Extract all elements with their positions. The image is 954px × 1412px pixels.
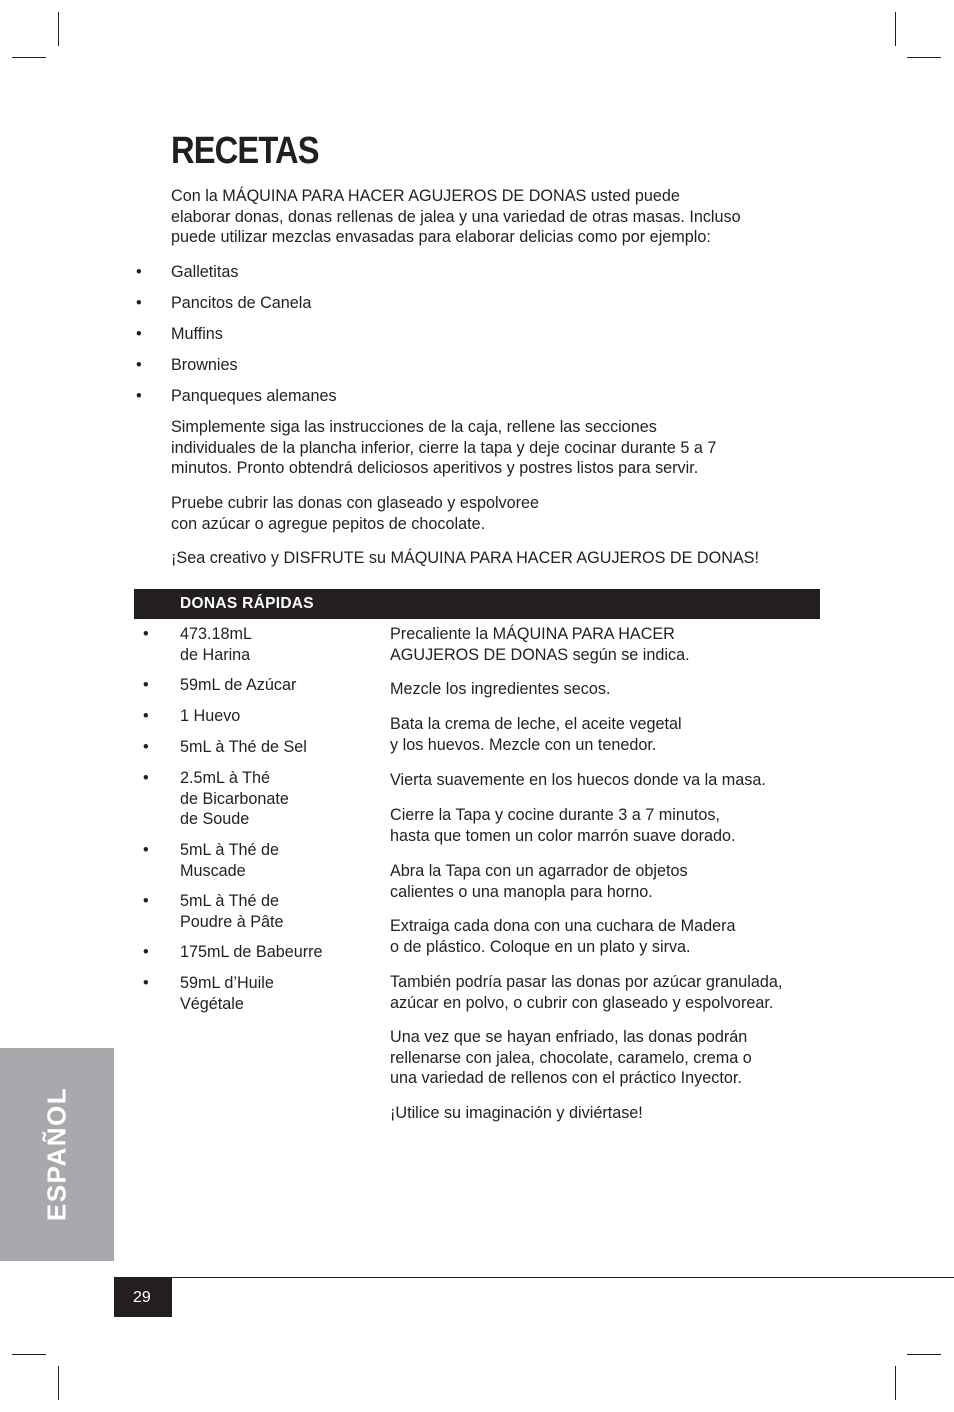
method-step: Una vez que se hayan enfriado, las donas podrán rellenarse con jalea, chocolate, caramelo, crema o una variedad de rellenos con el práctico Inyector. — [390, 1028, 752, 1087]
crop-mark — [907, 57, 941, 58]
crop-mark — [58, 12, 59, 46]
recipe-header-bar — [134, 589, 820, 619]
text-line: Con la MÁQUINA PARA HACER AGUJEROS DE DONAS usted puede — [171, 187, 680, 205]
crop-mark — [12, 57, 46, 58]
crop-mark — [58, 1366, 59, 1400]
text-line: con azúcar o agregue pepitos de chocolate. — [171, 514, 486, 533]
crop-mark — [895, 1366, 896, 1400]
method-step: También podría pasar las donas por azúcar granulada, azúcar en polvo, o cubrir con glaseado y espolvorear. — [390, 973, 783, 1012]
method-step: Precaliente la MÁQUINA PARA HACER AGUJEROS DE DONAS según se indica. — [390, 625, 690, 664]
footer-rule — [114, 1277, 954, 1278]
text-line: minutos. Pronto obtendrá deliciosos aperitivos y postres listos para servir. — [171, 459, 699, 477]
method-step: Vierta suavemente en los huecos donde va la masa. — [390, 771, 766, 789]
recipe-title: DONAS RÁPIDAS — [180, 595, 314, 612]
intro-paragraph — [171, 186, 831, 248]
text-line: Simplemente siga las instrucciones de la caja, rellene las secciones — [171, 418, 657, 436]
crop-mark — [907, 1354, 941, 1355]
enjoy-paragraph: ¡Sea creativo y DISFRUTE su MÁQUINA PARA HACER AGUJEROS DE DONAS! — [171, 549, 759, 567]
method-step: ¡Utilice su imaginación y diviértase! — [390, 1104, 643, 1122]
text-line: elaborar donas, donas rellenas de jalea y una variedad de otras masas. Incluso — [171, 207, 741, 226]
language-label: ESPAÑOL — [41, 1086, 72, 1222]
page-title: RECETAS — [171, 130, 319, 172]
method-step: Abra la Tapa con un agarrador de objetos calientes o una manopla para horno. — [390, 862, 688, 901]
text-line: individuales de la plancha inferior, cierre la tapa y deje cocinar durante 5 a 7 — [171, 438, 717, 457]
method-step: Bata la crema de leche, el aceite vegetal y los huevos. Mezcle con un tenedor. — [390, 715, 682, 754]
text-line: puede utilizar mezclas envasadas para elaborar delicias como por ejemplo: — [171, 228, 711, 246]
instructions-paragraph — [171, 417, 831, 479]
page-number-box — [114, 1278, 172, 1317]
tip-paragraph — [171, 493, 831, 534]
crop-mark — [895, 12, 896, 46]
language-tab — [0, 1048, 114, 1261]
crop-mark — [12, 1354, 46, 1355]
text-line: Pruebe cubrir las donas con glaseado y espolvoree — [171, 494, 540, 512]
method-step: Cierre la Tapa y cocine durante 3 a 7 minutos, hasta que tomen un color marrón suave dorado. — [390, 806, 736, 845]
method-step: Mezcle los ingredientes secos. — [390, 680, 611, 698]
method-step: Extraiga cada dona con una cuchara de Madera o de plástico. Coloque en un plato y sirva. — [390, 917, 736, 956]
page-number: 29 — [133, 1289, 151, 1306]
